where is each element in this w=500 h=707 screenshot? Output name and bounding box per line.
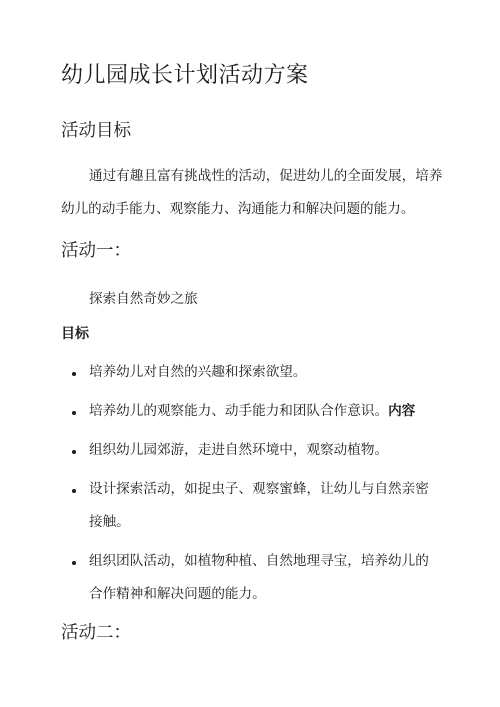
bullet-icon bbox=[72, 411, 76, 415]
list-item bbox=[61, 473, 441, 539]
document-title: 幼儿园成长计划活动方案 bbox=[61, 63, 309, 88]
section-heading-activity-1: 活动一： bbox=[61, 241, 131, 261]
list-item-text: 培养幼儿对自然的兴趣和探索欲望。 bbox=[89, 364, 307, 380]
list-item bbox=[61, 545, 441, 611]
list-item-text: 设计探索活动，如捉虫子、观察蜜蜂，让幼儿与自然亲密接触。 bbox=[89, 481, 429, 530]
intro-paragraph: 通过有趣且富有挑战性的活动，促进幼儿的全面发展，培养幼儿的动手能力、观察能力、沟通能力和解决问题的能力。 bbox=[61, 168, 443, 217]
list-item-bold-suffix: 内容 bbox=[388, 403, 416, 419]
list-item bbox=[61, 395, 441, 428]
activity-1-theme: 探索自然奇妙之旅 bbox=[89, 291, 198, 307]
list-item-text: 组织幼儿园郊游，走进自然环境中，观察动植物。 bbox=[89, 442, 389, 458]
list-item-text: 培养幼儿的观察能力、动手能力和团队合作意识。 bbox=[89, 403, 389, 419]
bullet-icon bbox=[72, 489, 76, 493]
activity-1-bullet-list bbox=[61, 356, 441, 617]
bullet-icon bbox=[72, 561, 76, 565]
list-item bbox=[61, 434, 441, 467]
section-heading-activity-2: 活动二： bbox=[61, 623, 131, 643]
activity-1-goal-label: 目标 bbox=[61, 326, 89, 342]
bullet-icon bbox=[72, 372, 76, 376]
bullet-icon bbox=[72, 450, 76, 454]
list-item-text: 组织团队活动，如植物种植、自然地理寻宝，培养幼儿的合作精神和解决问题的能力。 bbox=[89, 553, 429, 602]
list-item bbox=[61, 356, 441, 389]
section-heading-goal: 活动目标 bbox=[61, 121, 131, 141]
